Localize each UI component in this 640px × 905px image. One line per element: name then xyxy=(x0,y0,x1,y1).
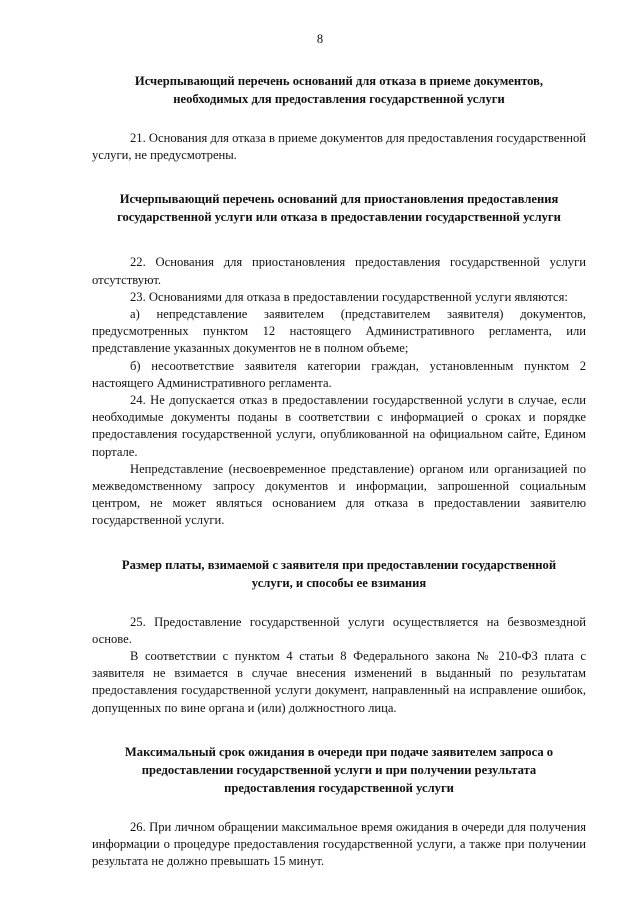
heading-line: государственной услуги или отказа в предоставлении государственной услуги xyxy=(117,210,561,225)
heading-line: предоставления государственной услуги xyxy=(224,780,454,795)
heading-line: Максимальный срок ожидания в очереди при подаче заявителем запроса о xyxy=(124,744,554,759)
section-heading-refusal-acceptance xyxy=(92,72,586,108)
heading-line: необходимых для предоставления государственной услуги xyxy=(173,92,505,106)
paragraph-21: 21. Основания для отказа в приеме документов для предоставления государственной услуги, не предусмотрены. xyxy=(92,131,586,163)
section-heading-suspension-refusal xyxy=(92,190,586,226)
heading-line: Размер платы, взимаемой с заявителя при предоставлении государственной xyxy=(121,557,557,572)
paragraph-26: 26. При личном обращении максимальное время ожидания в очереди для получения информации о процедуре предоставления государственной услуги, а также при получении результата не должно превышать 15 минут. xyxy=(92,819,586,869)
heading-line: услуги, и способы ее взимания xyxy=(251,575,427,590)
heading-line: Исчерпывающий перечень оснований для отказа в приеме документов, xyxy=(134,74,544,88)
paragraph-24: 24. Не допускается отказ в предоставлении государственной услуги в случае, если необходимые документы поданы в соответствии с информацией о сроках и порядке предоставления государственной услуги, опубликованной на официальном сайте, Едином портале. xyxy=(92,393,586,459)
paragraph-23: 23. Основаниями для отказа в предоставлении государственной услуги являются: xyxy=(130,289,568,304)
paragraph-23-b: б) несоответствие заявителя категории граждан, установленным пунктом 2 настоящего Административного регламента. xyxy=(92,358,586,390)
paragraph-23-a: а) непредставление заявителем (представителем заявителя) документов, предусмотренных пунктом 12 настоящего Административного регламента, или представление указанных документов не в полном объеме; xyxy=(92,307,586,356)
paragraph-interagency: Непредставление (несвоевременное представление) органом или организацией по межведомственному запросу документов и информации, запрошенной социальным центром, не может являться основанием для отказа в предоставлении заявителю государственной услуги. xyxy=(92,461,586,528)
section-heading-fee xyxy=(92,556,586,592)
section-heading-queue-time xyxy=(92,743,586,797)
paragraph-fee-exemption: В соответствии с пунктом 4 статьи 8 Федерального закона № 210-ФЗ плата с заявителя не взимается в случае внесения изменений в выданный по результатам предоставления государственной услуги документ, направленный на исправление ошибок, допущенных по вине органа и (или) должностного лица. xyxy=(92,649,586,715)
heading-line: Исчерпывающий перечень оснований для приостановления предоставления xyxy=(119,192,559,207)
paragraph-25: 25. Предоставление государственной услуги осуществляется на безвозмездной основе. xyxy=(92,614,586,646)
paragraph-22: 22. Основания для приостановления предоставления государственной услуги отсутствуют. xyxy=(92,255,586,287)
document-body xyxy=(92,72,586,870)
heading-line: предоставлении государственной услуги и при получении результата xyxy=(141,762,537,777)
page-number: 8 xyxy=(316,32,324,46)
